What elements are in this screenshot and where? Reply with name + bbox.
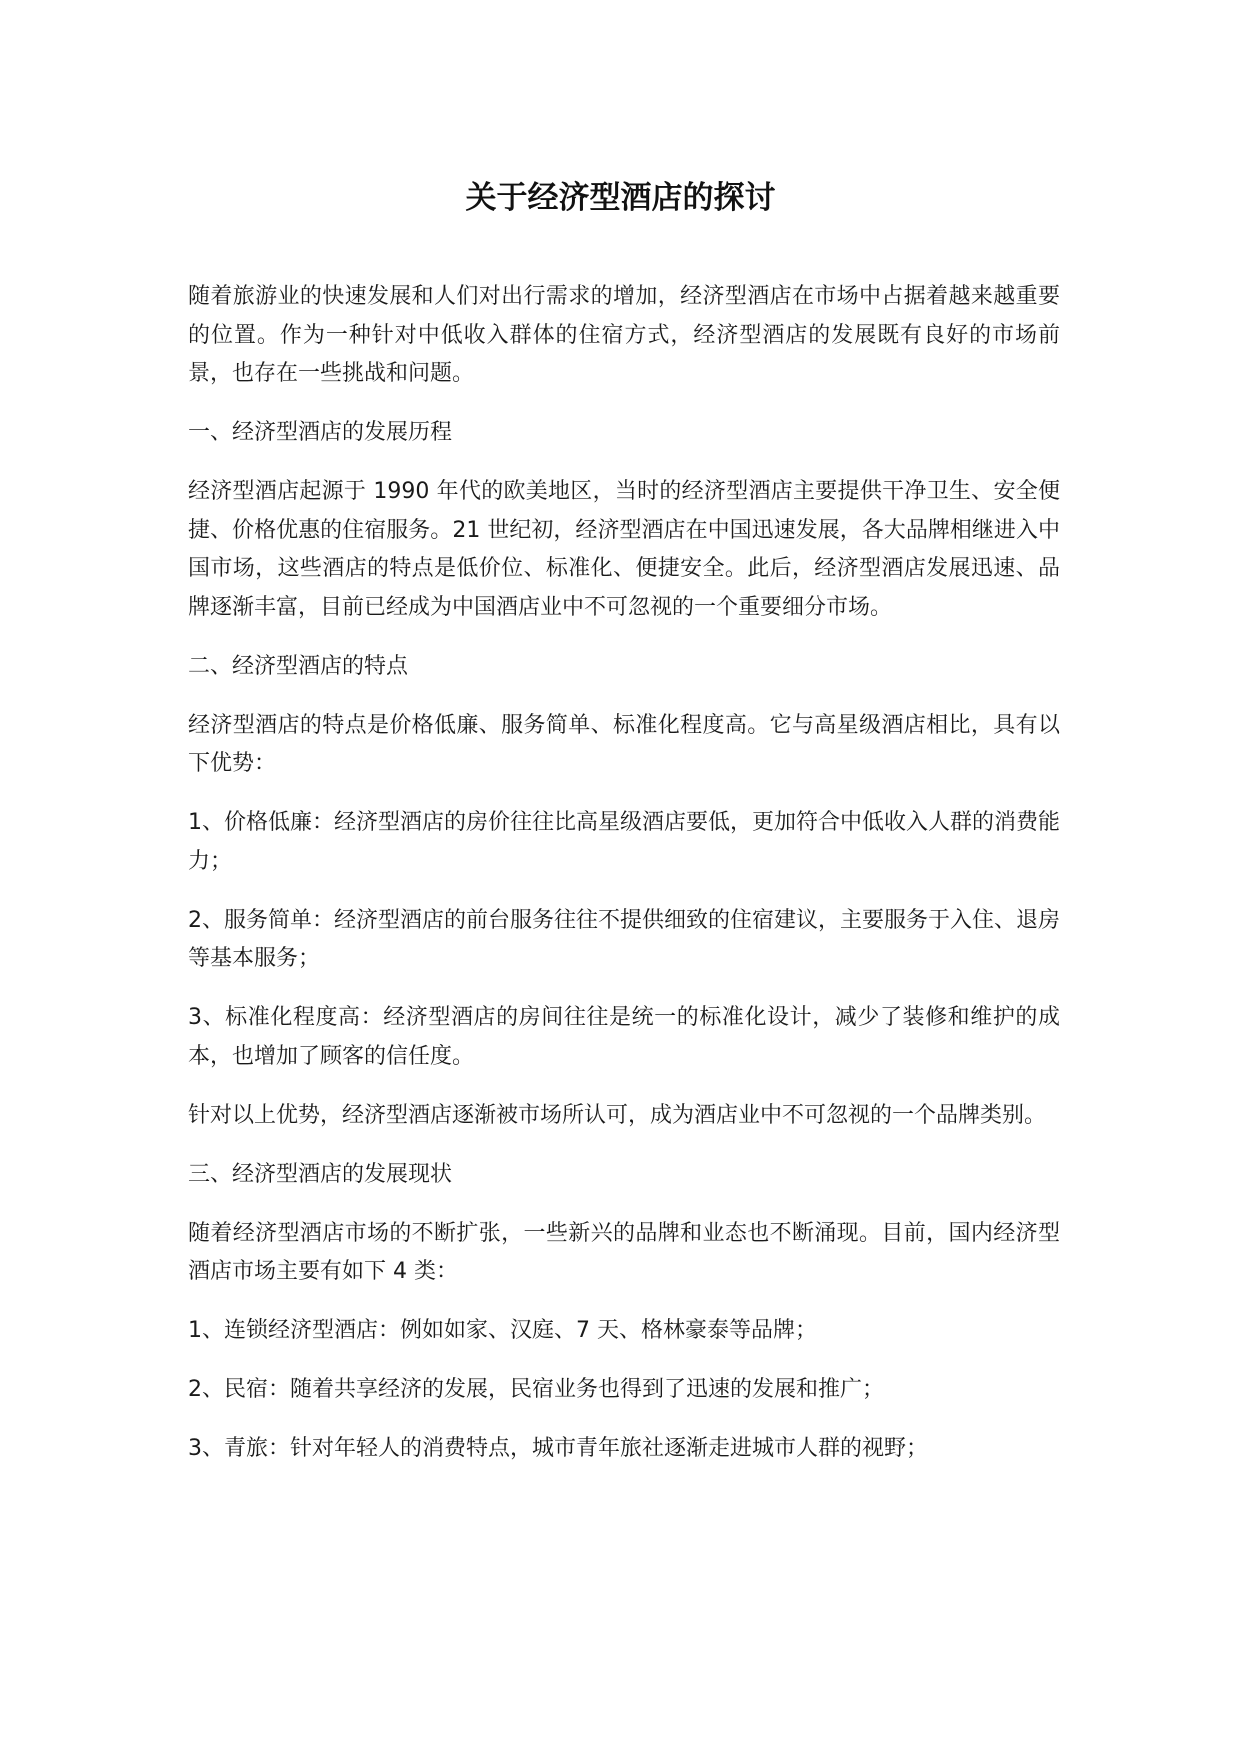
history-paragraph: 经济型酒店起源于 1990 年代的欧美地区，当时的经济型酒店主要提供干净卫生、安全便捷、价格优惠的住宿服务。21 世纪初，经济型酒店在中国迅速发展，各大品牌相继进入中国市场，这些酒店的特点是低价位、标准化、便捷安全。此后，经济型酒店发展迅速、品牌逐渐丰富，目前已经成为中国酒店业中不可忽视的一个重要细分市场。 [188, 479, 1060, 620]
list-item-simple-service: 2、服务简单：经济型酒店的前台服务往往不提供细致的住宿建议，主要服务于入住、退房等基本服务； [188, 907, 1061, 971]
advantages-summary-paragraph: 针对以上优势，经济型酒店逐渐被市场所认可，成为酒店业中不可忽视的一个品牌类别。 [188, 1102, 1047, 1128]
list-item-low-price: 1、价格低廉：经济型酒店的房价往往比高星级酒店要低，更加符合中低收入人群的消费能力； [188, 810, 1061, 874]
features-paragraph: 经济型酒店的特点是价格低廉、服务简单、标准化程度高。它与高星级酒店相比，具有以下优势： [188, 712, 1060, 776]
status-paragraph: 随着经济型酒店市场的不断扩张，一些新兴的品牌和业态也不断涌现。目前，国内经济型酒店市场主要有如下 4 类： [188, 1220, 1060, 1284]
section-heading-history: 一、经济型酒店的发展历程 [188, 420, 453, 445]
intro-paragraph: 随着旅游业的快速发展和人们对出行需求的增加，经济型酒店在市场中占据着越来越重要的位置。作为一种针对中低收入群体的住宿方式，经济型酒店的发展既有良好的市场前景，也存在一些挑战和问题。 [188, 284, 1060, 386]
section-heading-features: 二、经济型酒店的特点 [188, 653, 409, 679]
document-body [188, 278, 1060, 1489]
document-title: 关于经济型酒店的探讨 [465, 180, 776, 216]
list-item-chain-hotels: 1、连锁经济型酒店：例如如家、汉庭、7 天、格林豪泰等品牌； [188, 1318, 817, 1343]
list-item-homestays: 2、民宿：随着共享经济的发展，民宿业务也得到了迅速的发展和推广； [188, 1377, 884, 1402]
list-item-hostels: 3、青旅：针对年轻人的消费特点，城市青年旅社逐渐走进城市人群的视野； [188, 1436, 928, 1461]
section-heading-status: 三、经济型酒店的发展现状 [188, 1161, 453, 1187]
list-item-standardization: 3、标准化程度高：经济型酒店的房间往往是统一的标准化设计，减少了装修和维护的成本，也增加了顾客的信任度。 [188, 1005, 1060, 1069]
